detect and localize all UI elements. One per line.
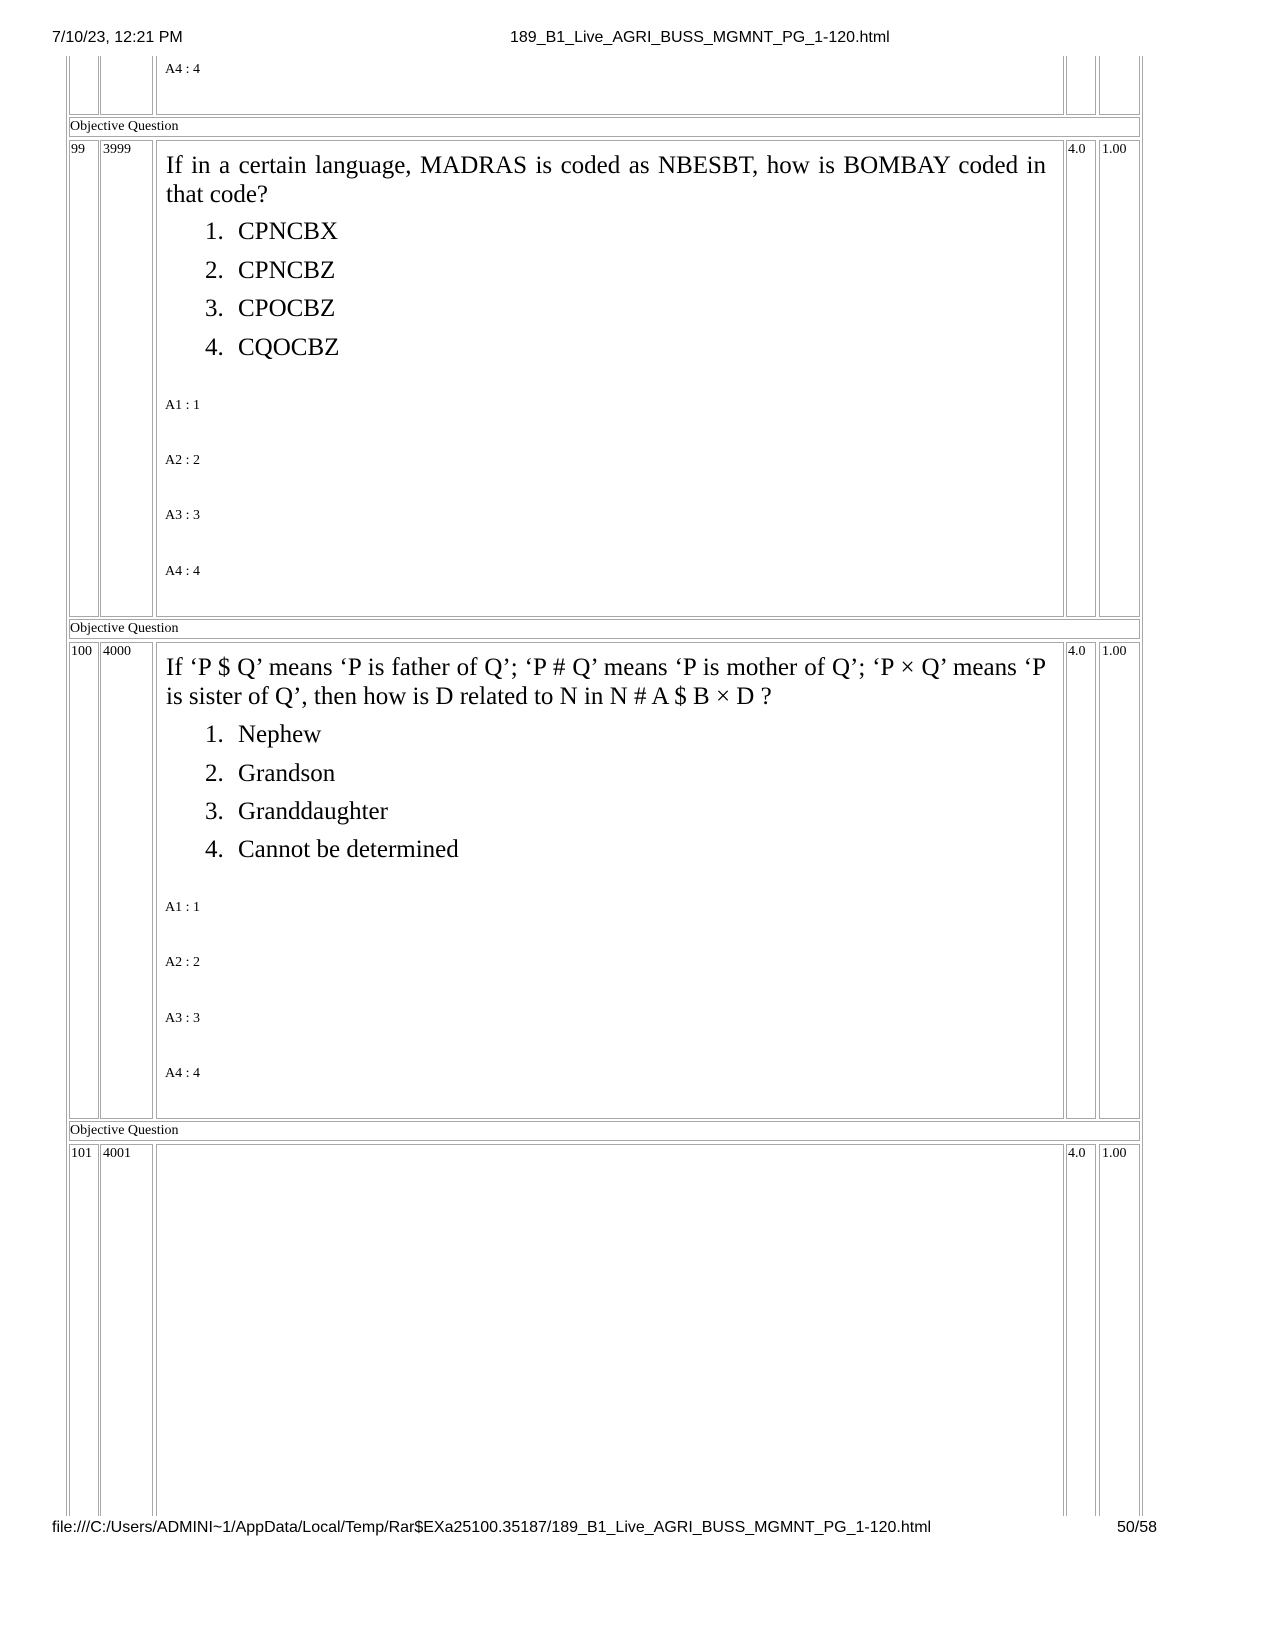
document-title: 189_B1_Live_AGRI_BUSS_MGMNT_PG_1-120.html (510, 29, 890, 46)
answer-2: A2 : 2 (165, 453, 200, 468)
question-cell (156, 140, 1064, 617)
question-text-line-2: that code? (166, 181, 269, 208)
section-label-cell (69, 117, 1140, 137)
question-number: 99 (71, 142, 85, 157)
option-number: 3. (205, 295, 224, 322)
question-text-line-1: If ‘P $ Q’ means ‘P is father of Q’; ‘P # Q’ means ‘P is mother of Q’; ‘P × Q’ means ‘P (166, 654, 1046, 681)
option-number: 2. (205, 760, 224, 787)
section-label-cell (69, 619, 1140, 639)
option-number: 1. (205, 721, 224, 748)
marks-cell (1066, 642, 1096, 1119)
negative-marks-cell (1099, 140, 1140, 617)
answer-1: A1 : 1 (165, 398, 200, 413)
prev-marks-cell (1066, 56, 1096, 115)
negative-marks-cell (1099, 642, 1140, 1119)
negative-marks-cell (1099, 1144, 1140, 1516)
section-label: Objective Question (70, 621, 179, 636)
option-2: Grandson (238, 760, 336, 787)
qid-cell (100, 140, 153, 617)
prev-sno-cell (69, 56, 99, 115)
answer-4: A4 : 4 (165, 564, 200, 579)
marks-value: 4.0 (1068, 142, 1086, 157)
option-number: 3. (205, 798, 224, 825)
marks-cell (1066, 140, 1096, 617)
question-text-line-2: is sister of Q’, then how is D related to N in N # A $ B × D ? (166, 683, 772, 710)
prev-question-cell (156, 56, 1064, 115)
prev-negative-cell (1099, 56, 1140, 115)
option-number: 2. (205, 257, 224, 284)
option-3: Granddaughter (238, 798, 388, 825)
marks-cell (1066, 1144, 1096, 1516)
answer-1: A1 : 1 (165, 900, 200, 915)
option-2: CPNCBZ (238, 257, 336, 284)
print-datetime: 7/10/23, 12:21 PM (52, 29, 183, 46)
answer-3: A3 : 3 (165, 508, 200, 523)
qid-cell (100, 1144, 153, 1516)
qid-cell (100, 642, 153, 1119)
sno-cell (69, 1144, 99, 1516)
option-3: CPOCBZ (238, 295, 336, 322)
negative-marks-value: 1.00 (1102, 1146, 1127, 1161)
negative-marks-value: 1.00 (1102, 142, 1127, 157)
negative-marks-value: 1.00 (1102, 644, 1127, 659)
marks-value: 4.0 (1068, 1146, 1086, 1161)
prev-answer-4: A4 : 4 (165, 62, 200, 77)
option-1: CPNCBX (238, 218, 339, 245)
marks-value: 4.0 (1068, 644, 1086, 659)
page-number: 50/58 (1117, 1519, 1158, 1536)
sno-cell (69, 642, 99, 1119)
question-id: 3999 (103, 142, 131, 157)
answer-3: A3 : 3 (165, 1011, 200, 1026)
answer-4: A4 : 4 (165, 1066, 200, 1081)
question-id: 4000 (103, 644, 131, 659)
question-number: 101 (71, 1146, 92, 1161)
option-4: Cannot be determined (238, 836, 459, 863)
question-cell (156, 1144, 1064, 1516)
section-label-cell (69, 1121, 1140, 1141)
question-cell (156, 642, 1064, 1119)
question-number: 100 (71, 644, 92, 659)
prev-qid-cell (100, 56, 153, 115)
file-path: file:///C:/Users/ADMINI~1/AppData/Local/Temp/Rar$EXa25100.35187/189_B1_Live_AGRI_BUSS_MGMNT_PG_1-120.html (52, 1519, 932, 1536)
section-label: Objective Question (70, 1123, 179, 1138)
option-1: Nephew (238, 721, 322, 748)
answer-2: A2 : 2 (165, 955, 200, 970)
question-text-line-1: If in a certain language, MADRAS is coded as NBESBT, how is BOMBAY coded in (166, 152, 1046, 179)
option-4: CQOCBZ (238, 334, 340, 361)
sno-cell (69, 140, 99, 617)
section-label: Objective Question (70, 119, 179, 134)
question-id: 4001 (103, 1146, 131, 1161)
option-number: 4. (205, 836, 224, 863)
option-number: 1. (205, 218, 224, 245)
option-number: 4. (205, 334, 224, 361)
